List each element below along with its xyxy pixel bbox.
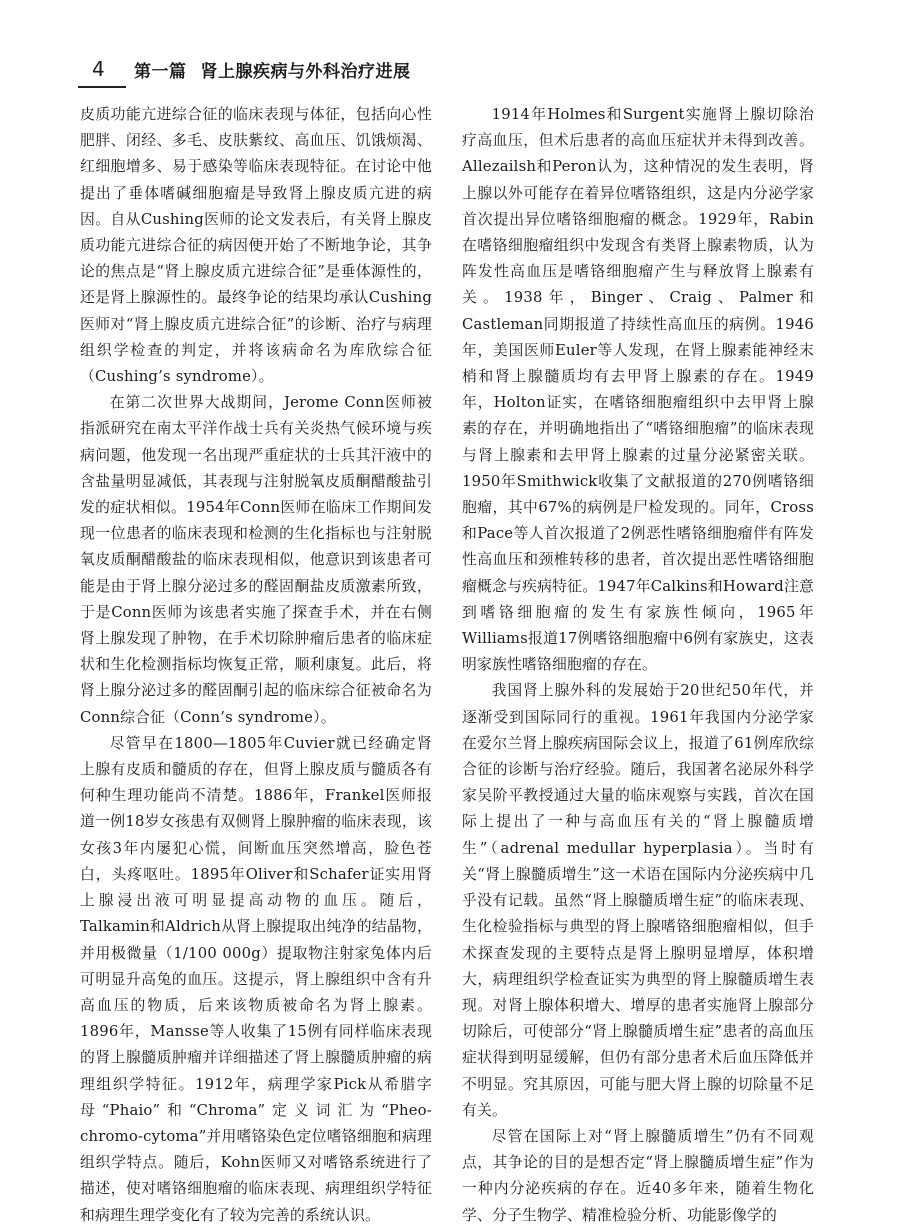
running-title bbox=[134, 57, 411, 82]
part-title: 肾上腺疾病与外科治疗进展 bbox=[200, 61, 411, 82]
paragraph: 尽管在国际上对“肾上腺髓质增生”仍有不同观点，其争论的目的是想否定“肾上腺髓质增生症”作为一种内分泌疾病的存在。近40多年来，随着生物化学、分子生物学、精准检验分析、功能影像学的 bbox=[462, 1127, 814, 1224]
header-rule bbox=[78, 86, 126, 88]
paragraph: 1914年Holmes和Surgent实施肾上腺切除治疗高血压，但术后患者的高血压症状并未得到改善。Allezailsh和Peron认为，这种情况的发生表明，肾上腺以外可能存在着异位嗜铬组织，这是内分泌学家首次提出异位嗜铬细胞瘤的概念。1929年，Rabin在嗜铬细胞瘤组织中发现含有类肾上腺素物质，认为阵发性高血压是嗜铬细胞瘤产生与释放肾上腺素有关。1938年，Binger、Craig、Palmer和Castleman同期报道了持续性高血压的病例。1946年，美国医师Euler等人发现，在肾上腺素能神经末梢和肾上腺髓质均有去甲肾上腺素的存在。1949年，Holton证实，在嗜铬细胞瘤组织中去甲肾上腺素的存在，并明确地指出了“嗜铬细胞瘤”的临床表现与肾上腺素和去甲肾上腺素的过量分泌紧密关联。1950年Smithwick收集了文献报道的270例嗜铬细胞瘤，其中67%的病例是尸检发现的。同年，Cross和Pace等人首次报道了2例恶性嗜铬细胞瘤伴有阵发性高血压和颈椎转移的患者，首次提出恶性嗜铬细胞瘤概念与疾病特征。1947年Calkins和Howard注意到嗜铬细胞瘤的发生有家族性倾向，1965年Williams报道17例嗜铬细胞瘤中6例有家族史，这表明家族性嗜铬细胞瘤的存在。 bbox=[462, 106, 814, 674]
paragraph: 在第二次世界大战期间，Jerome Conn医师被指派研究在南太平洋作战士兵有关炎热气候环境与疾病问题，他发现一名出现严重症状的士兵其汗液中的含盐量明显减低，其表现与注射脱氧皮质酮醋酸盐引发的症状相似。1954年Conn医师在临床工作期间发现一位患者的临床表现和检测的生化指标也与注射脱氧皮质酮醋酸盐的临床表现相似，他意识到该患者可能是由于肾上腺分泌过多的醛固酮盐皮质激素所致，于是Conn医师为该患者实施了探查手术，并在右侧肾上腺发现了肿物，在手术切除肿瘤后患者的临床症状和生化检测指标均恢复正常，顺利康复。此后，将肾上腺分泌过多的醛固酮引起的临床综合征被命名为Conn综合征（Conn’s syndrome）。 bbox=[80, 394, 432, 726]
left-column bbox=[80, 102, 432, 1229]
paragraph: 我国肾上腺外科的发展始于20世纪50年代，并逐渐受到国际同行的重视。1961年我国内分泌学家在爱尔兰肾上腺疾病国际会议上，报道了61例库欣综合征的诊断与治疗经验。随后，我国著名泌尿外科学家吴阶平教授通过大量的临床观察与实践，首次在国际上提出了一种与高血压有关的“肾上腺髓质增生”（adrenal medullar hyperplasia）。当时有关“肾上腺髓质增生”这一术语在国际内分泌疾病中几乎没有记载。虽然“肾上腺髓质增生症”的临床表现、生化检验指标与典型的肾上腺嗜铬细胞瘤相似，但手术探查发现的主要特点是肾上腺明显增厚，体积增大，病理组织学检查证实为典型的肾上腺髓质增生表现。对肾上腺体积增大、增厚的患者实施肾上腺部分切除后，可使部分“肾上腺髓质增生症”患者的高血压症状得到明显缓解，但仍有部分患者术后血压降低并不明显。究其原因，可能与肥大肾上腺的切除量不足有关。 bbox=[462, 682, 814, 1119]
paragraph: 皮质功能亢进综合征的临床表现与体征，包括向心性肥胖、闭经、多毛、皮肤紫纹、高血压、饥饿烦渴、红细胞增多、易于感染等临床表现特征。在讨论中他提出了垂体嗜碱细胞瘤是导致肾上腺皮质亢进的病因。自从Cushing医师的论文发表后，有关肾上腺皮质功能亢进综合征的病因便开始了不断地争论，其争论的焦点是“肾上腺皮质亢进综合征”是垂体源性的，还是肾上腺源性的。最终争论的结果均承认Cushing医师对“肾上腺皮质亢进综合征”的诊断、治疗与病理组织学检查的判定，并将该病命名为库欣综合征（Cushing’s syndrome）。 bbox=[80, 106, 432, 386]
page-header bbox=[78, 52, 818, 86]
paragraph: 尽管早在1800—1805年Cuvier就已经确定肾上腺有皮质和髓质的存在，但肾上腺皮质与髓质各有何种生理功能尚不清楚。1886年，Frankel医师报道一例18岁女孩患有双侧肾上腺肿瘤的临床表现，该女孩3年内屡犯心慌，间断血压突然增高，脸色苍白，头疼呕吐。1895年Oliver和Schafer证实用肾上腺浸出液可明显提高动物的血压。随后，Talkamin和Aldrich从肾上腺提取出纯净的结晶物，并用极微量（1/100 000g）提取物注射家兔体内后可明显升高兔的血压。这提示，肾上腺组织中含有升高血压的物质，后来该物质被命名为肾上腺素。1896年，Mansse等人收集了15例有同样临床表现的肾上腺髓质肿瘤并详细描述了肾上腺髓质肿瘤的病理组织学特征。1912年，病理学家Pick从希腊字母“Phaio”和“Chroma”定义词汇为“Pheo-chromo-cytoma”并用嗜铬染色定位嗜铬细胞和病理组织学特点。随后，Kohn医师又对嗜铬系统进行了描述，使对嗜铬细胞瘤的临床表现、病理组织学特征和病理生理学变化有了较为完善的系统认识。 bbox=[80, 734, 432, 1224]
part-label: 第一篇 bbox=[134, 61, 187, 82]
page-number: 4 bbox=[92, 57, 105, 81]
right-column bbox=[462, 102, 814, 1229]
